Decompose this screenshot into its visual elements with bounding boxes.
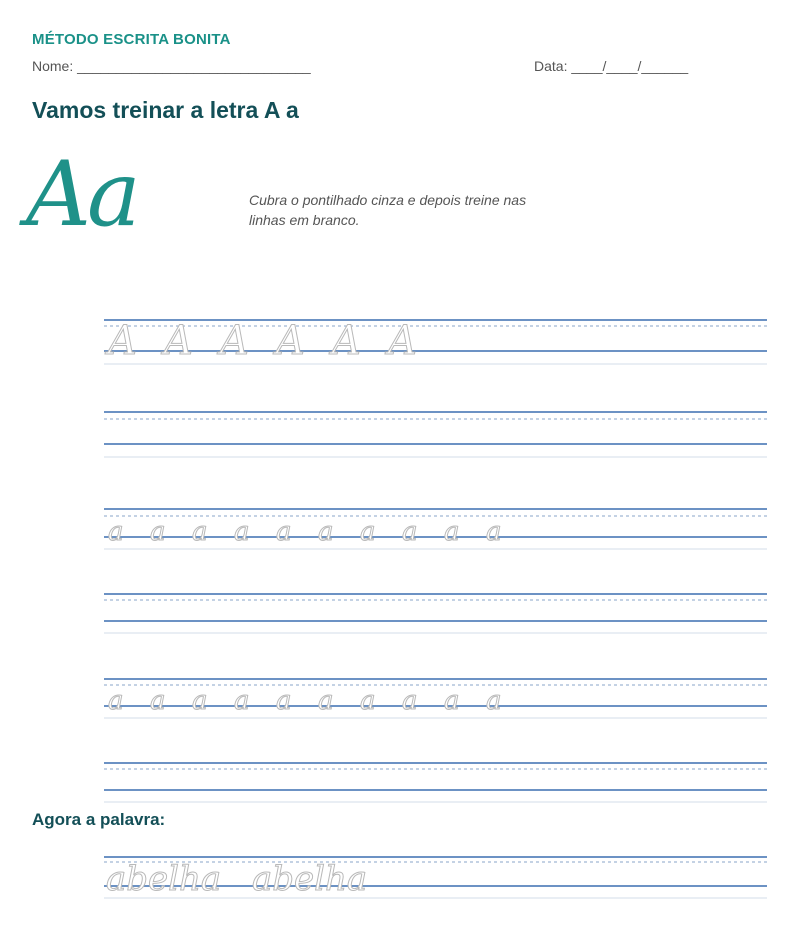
trace-letter-lowercase: a: [192, 517, 208, 547]
cursive-letter-model: Aa: [26, 142, 137, 247]
page-title: Vamos treinar a letra A a: [32, 97, 299, 123]
trace-letter-uppercase: A: [220, 318, 249, 364]
trace-letter-lowercase: a: [192, 686, 208, 716]
trace-word: abelha: [252, 859, 368, 899]
trace-letter-uppercase: A: [276, 318, 305, 364]
trace-letter-lowercase: a: [360, 517, 376, 547]
trace-letter-lowercase: a: [234, 517, 250, 547]
instruction-text: Cubra o pontilhado cinza e depois treine nas linhas em branco.: [249, 192, 527, 228]
trace-letter-lowercase: a: [108, 517, 124, 547]
trace-letter-lowercase: a: [402, 686, 418, 716]
trace-letter-lowercase: a: [444, 686, 460, 716]
trace-letter-lowercase: a: [150, 517, 166, 547]
trace-word: abelha: [106, 859, 222, 899]
trace-letter-lowercase: a: [276, 686, 292, 716]
trace-letter-uppercase: A: [164, 318, 193, 364]
trace-letter-uppercase: A: [332, 318, 361, 364]
trace-letter-lowercase: a: [402, 517, 418, 547]
brand-title: MÉTODO ESCRITA BONITA: [32, 31, 231, 48]
trace-letter-lowercase: a: [360, 686, 376, 716]
trace-letter-lowercase: a: [318, 686, 334, 716]
guide-lines: [104, 320, 767, 898]
trace-letter-lowercase: a: [234, 686, 250, 716]
word-section-title: Agora a palavra:: [32, 810, 166, 829]
trace-letter-lowercase: a: [108, 686, 124, 716]
trace-letter-lowercase: a: [150, 686, 166, 716]
trace-letter-lowercase: a: [318, 517, 334, 547]
trace-letter-lowercase: a: [276, 517, 292, 547]
trace-letter-lowercase: a: [444, 517, 460, 547]
trace-letter-lowercase: a: [486, 517, 502, 547]
name-field-label: Nome: ______________________________: [32, 58, 311, 74]
trace-letter-uppercase: A: [388, 318, 417, 364]
date-field-label: Data: ____/____/______: [534, 58, 689, 74]
trace-letter-uppercase: A: [108, 318, 137, 364]
trace-letter-lowercase: a: [486, 686, 502, 716]
